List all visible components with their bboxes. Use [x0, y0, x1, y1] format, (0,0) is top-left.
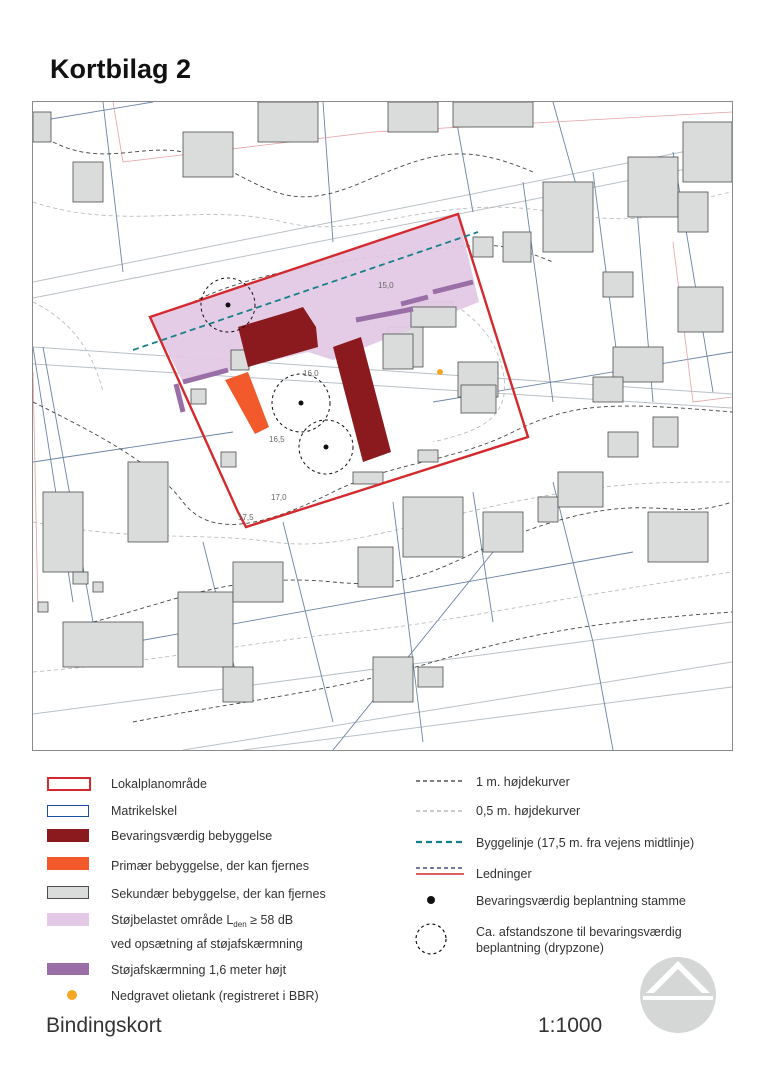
- legend-label: Byggelinje (17,5 m. fra vejens midtlinje): [476, 836, 695, 850]
- legend-symbol-contour-05m: [416, 808, 464, 814]
- legend-label: Ca. afstandszone til bevaringsværdig: [476, 925, 682, 939]
- legend-symbol-preserved: [47, 829, 89, 842]
- legend-label: Støjafskærmning 1,6 meter højt: [111, 963, 287, 977]
- legend-symbol-parcel: [47, 805, 89, 817]
- legend-symbol-noise-screen: [47, 963, 89, 975]
- legend-label: Sekundær bebyggelse, der kan fjernes: [111, 887, 326, 901]
- legend-label: Primær bebyggelse, der kan fjernes: [111, 859, 310, 873]
- neighbour-buildings: [33, 102, 732, 702]
- contour-label: 17,0: [271, 493, 287, 502]
- legend-label-subscript: den: [233, 920, 247, 929]
- legend-symbol-primary: [47, 857, 89, 870]
- legend-label: Bevaringsværdig beplantning stamme: [476, 894, 686, 908]
- noise-zone: [150, 214, 479, 382]
- legend-symbol-oil-tank: [67, 990, 77, 1000]
- map-canvas[interactable]: [32, 101, 733, 751]
- legend-symbol-secondary: [47, 886, 89, 899]
- contour-label: 16,5: [269, 435, 285, 444]
- legend-symbol-plan-area: [47, 777, 91, 791]
- legend-symbol-noise-zone: [47, 913, 89, 926]
- map-type-label: Bindingskort: [46, 1014, 162, 1037]
- legend-label: ≥ 58 dB: [246, 913, 294, 927]
- legend-symbol-drip-zone: [414, 922, 448, 956]
- contour-label: 15,0: [378, 281, 394, 290]
- legend-symbol-tree-stem: [427, 896, 435, 904]
- legend-label: 1 m. højdekurver: [476, 775, 570, 789]
- legend-label: Nedgravet olietank (registreret i BBR): [111, 989, 319, 1003]
- legend-label-noise-zone: [111, 912, 293, 933]
- legend-label: Bevaringsværdig bebyggelse: [111, 829, 273, 843]
- page-title: Kortbilag 2: [50, 54, 192, 84]
- legend-symbol-ledninger: [416, 865, 464, 877]
- legend-label: ved opsætning af støjafskærmning: [111, 937, 303, 951]
- scale-label: 1:1000: [538, 1014, 603, 1037]
- legend-label: Matrikelskel: [111, 804, 177, 818]
- legend-symbol-building-line: [416, 839, 464, 845]
- contour-label: 17,5: [238, 513, 254, 522]
- oil-tank: [437, 369, 443, 375]
- north-arrow-icon: [638, 955, 718, 1035]
- legend-label: 0,5 m. højdekurver: [476, 804, 581, 818]
- legend-label: Støjbelastet område L: [111, 913, 234, 927]
- legend-label: Lokalplanområde: [111, 777, 207, 791]
- contour-label: 16,0: [303, 369, 319, 378]
- primary-building: [225, 372, 269, 434]
- legend-label: beplantning (drypzone): [476, 941, 604, 955]
- legend-symbol-contour-1m: [416, 778, 464, 784]
- legend-label: Ledninger: [476, 867, 532, 881]
